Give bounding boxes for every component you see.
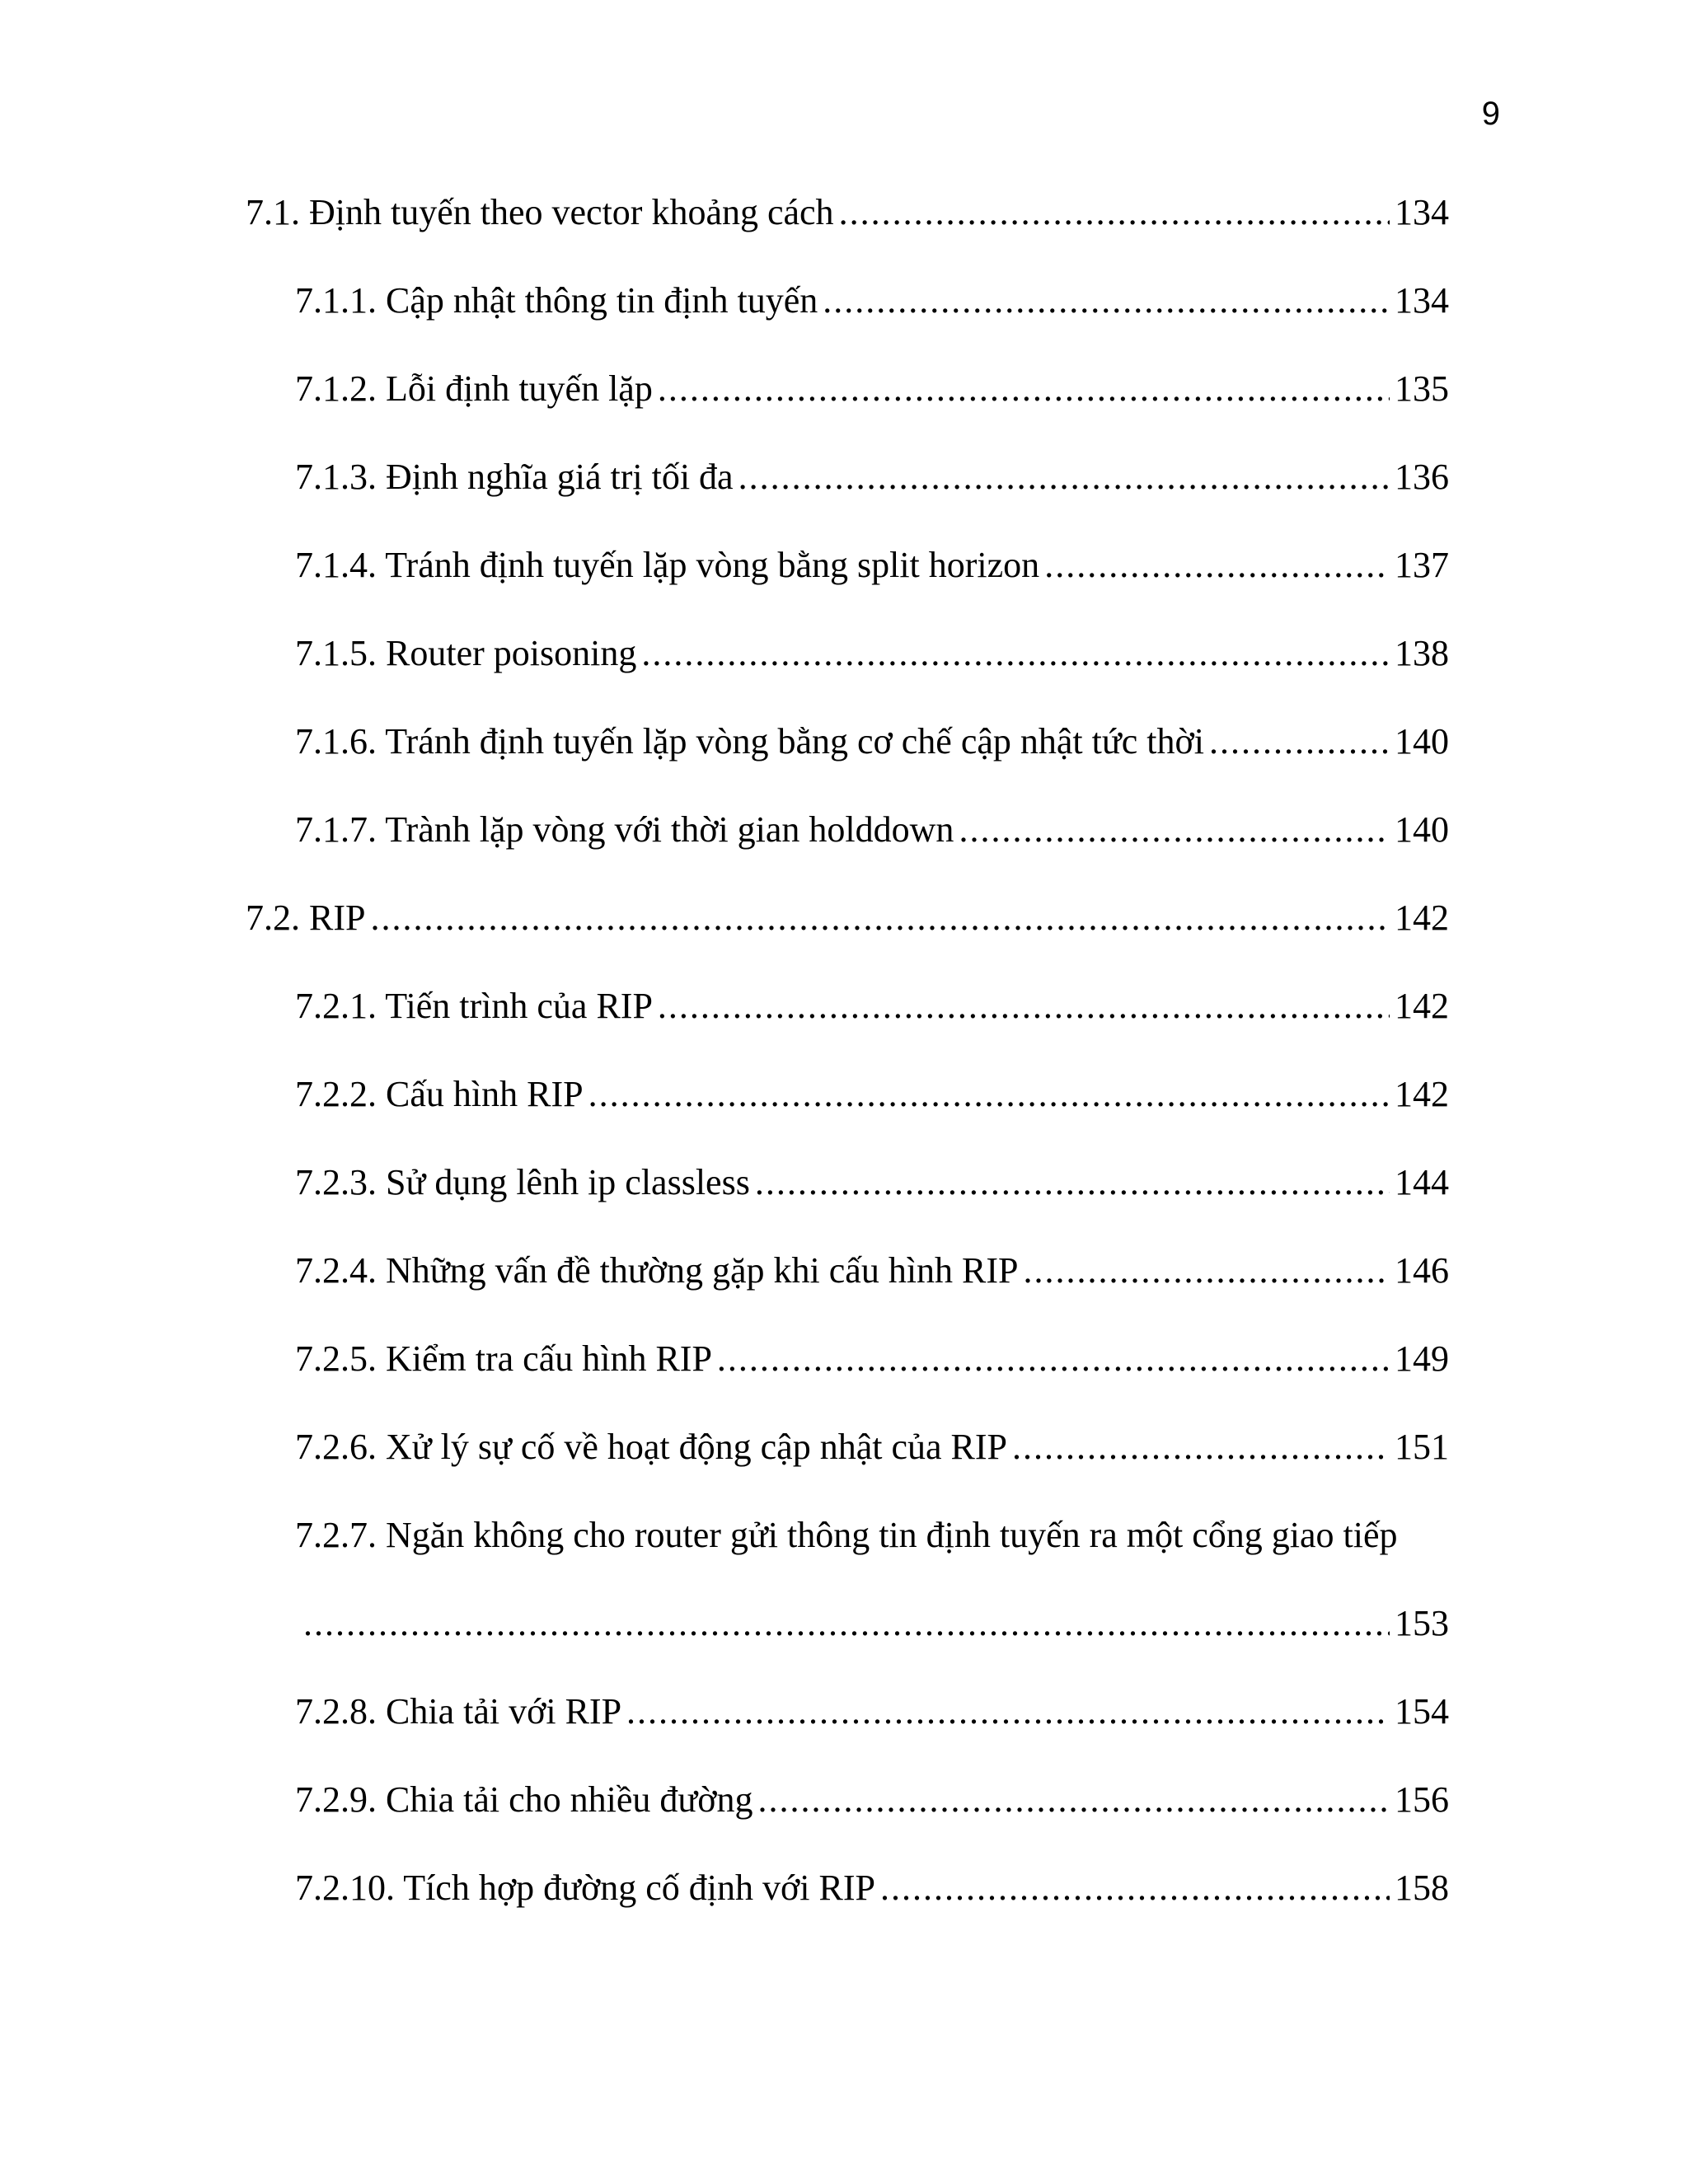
dot-leader bbox=[370, 897, 1390, 939]
toc-entry-title: 7.2. RIP bbox=[246, 898, 366, 938]
dot-leader bbox=[755, 1161, 1390, 1203]
toc-entry-title: 7.2.6. Xử lý sự cố về hoạt động cập nhật của RIP bbox=[295, 1427, 1007, 1467]
dot-leader bbox=[658, 985, 1390, 1027]
toc-entry[interactable] bbox=[0, 985, 1688, 1073]
toc-entry-page: 138 bbox=[1395, 633, 1449, 673]
toc-entry-page: 140 bbox=[1395, 809, 1449, 850]
toc-entry-title: 7.2.9. Chia tải cho nhiều đường bbox=[295, 1779, 753, 1820]
toc-entry-title: 7.2.7. Ngăn không cho router gửi thông tin định tuyến ra một cổng giao tiếp bbox=[295, 1515, 1398, 1555]
toc-entry-title: 7.1.7. Trành lặp vòng với thời gian holddown bbox=[295, 809, 954, 850]
toc-entry-page: 151 bbox=[1395, 1427, 1449, 1467]
toc-entry[interactable] bbox=[0, 897, 1688, 985]
toc-entry-title: 7.1. Định tuyến theo vector khoảng cách bbox=[246, 192, 834, 232]
toc-entry[interactable] bbox=[0, 456, 1688, 544]
dot-leader bbox=[626, 1690, 1390, 1732]
toc-entry[interactable] bbox=[0, 1073, 1688, 1161]
toc-entry[interactable] bbox=[0, 720, 1688, 808]
toc-entry[interactable] bbox=[0, 1161, 1688, 1249]
toc-entry-title: 7.2.8. Chia tải với RIP bbox=[295, 1691, 622, 1732]
toc-entry-page: 142 bbox=[1395, 986, 1449, 1026]
toc-entry[interactable] bbox=[0, 1867, 1688, 1955]
dot-leader bbox=[757, 1779, 1390, 1821]
toc-entry[interactable] bbox=[0, 544, 1688, 632]
dot-leader bbox=[588, 1073, 1390, 1115]
toc-entry-page: 154 bbox=[1395, 1691, 1449, 1732]
toc-entry-title: 7.1.5. Router poisoning bbox=[295, 633, 637, 673]
toc-entry-title: 7.1.6. Tránh định tuyến lặp vòng bằng cơ chế cập nhật tức thời bbox=[295, 721, 1204, 762]
toc-entry[interactable] bbox=[0, 191, 1688, 279]
toc-entry-title: 7.2.1. Tiến trình của RIP bbox=[295, 986, 653, 1026]
toc-entry-page: 144 bbox=[1395, 1162, 1449, 1202]
toc-entry-page: 134 bbox=[1395, 192, 1449, 232]
toc-entry[interactable] bbox=[0, 808, 1688, 897]
toc-entry[interactable] bbox=[0, 279, 1688, 368]
dot-leader bbox=[839, 191, 1390, 233]
toc-entry-page: 140 bbox=[1395, 721, 1449, 762]
dot-leader bbox=[880, 1867, 1390, 1909]
toc-entry[interactable] bbox=[0, 1249, 1688, 1338]
toc-entry-wrapped[interactable] bbox=[0, 1514, 1688, 1690]
toc-entry[interactable] bbox=[0, 632, 1688, 720]
toc-entry-page: 156 bbox=[1395, 1779, 1449, 1820]
table-of-contents bbox=[0, 191, 1688, 1955]
toc-entry-title: 7.2.5. Kiểm tra cấu hình RIP bbox=[295, 1338, 712, 1379]
toc-entry-title: 7.1.1. Cập nhật thông tin định tuyến bbox=[295, 280, 818, 321]
toc-entry-page: 135 bbox=[1395, 368, 1449, 409]
toc-entry-title: 7.1.3. Định nghĩa giá trị tối đa bbox=[295, 457, 734, 497]
toc-entry-title: 7.1.2. Lỗi định tuyến lặp bbox=[295, 368, 653, 409]
toc-entry-title: 7.2.10. Tích hợp đường cố định với RIP bbox=[295, 1868, 875, 1908]
toc-entry-page: 137 bbox=[1395, 545, 1449, 585]
toc-entry-page: 134 bbox=[1395, 280, 1449, 321]
toc-entry-title: 7.2.4. Những vấn đề thường gặp khi cấu hình RIP bbox=[295, 1250, 1019, 1291]
dot-leader bbox=[658, 368, 1390, 410]
toc-entry[interactable] bbox=[0, 368, 1688, 456]
toc-entry-page: 136 bbox=[1395, 457, 1449, 497]
toc-entry-title: 7.1.4. Tránh định tuyến lặp vòng bằng split horizon bbox=[295, 545, 1040, 585]
toc-entry-page: 146 bbox=[1395, 1250, 1449, 1291]
dot-leader bbox=[823, 279, 1390, 321]
dot-leader bbox=[1209, 720, 1390, 762]
dot-leader bbox=[738, 456, 1390, 498]
dot-leader bbox=[1044, 544, 1390, 586]
dot-leader bbox=[717, 1338, 1390, 1380]
toc-entry-title: 7.2.2. Cấu hình RIP bbox=[295, 1074, 584, 1114]
toc-entry-title: 7.2.3. Sử dụng lênh ip classless bbox=[295, 1162, 750, 1202]
toc-entry[interactable] bbox=[0, 1779, 1688, 1867]
page-number: 9 bbox=[1481, 96, 1500, 132]
toc-entry-page: 142 bbox=[1395, 898, 1449, 938]
dot-leader bbox=[1012, 1426, 1390, 1468]
dot-leader bbox=[303, 1602, 1390, 1644]
dot-leader bbox=[641, 632, 1390, 674]
dot-leader bbox=[1024, 1249, 1390, 1291]
toc-entry[interactable] bbox=[0, 1338, 1688, 1426]
toc-entry-page: 149 bbox=[1395, 1338, 1449, 1379]
dot-leader bbox=[959, 808, 1390, 851]
toc-entry-page: 153 bbox=[1395, 1603, 1449, 1643]
toc-entry-page: 142 bbox=[1395, 1074, 1449, 1114]
toc-entry[interactable] bbox=[0, 1426, 1688, 1514]
toc-entry-page: 158 bbox=[1395, 1868, 1449, 1908]
toc-entry[interactable] bbox=[0, 1690, 1688, 1779]
